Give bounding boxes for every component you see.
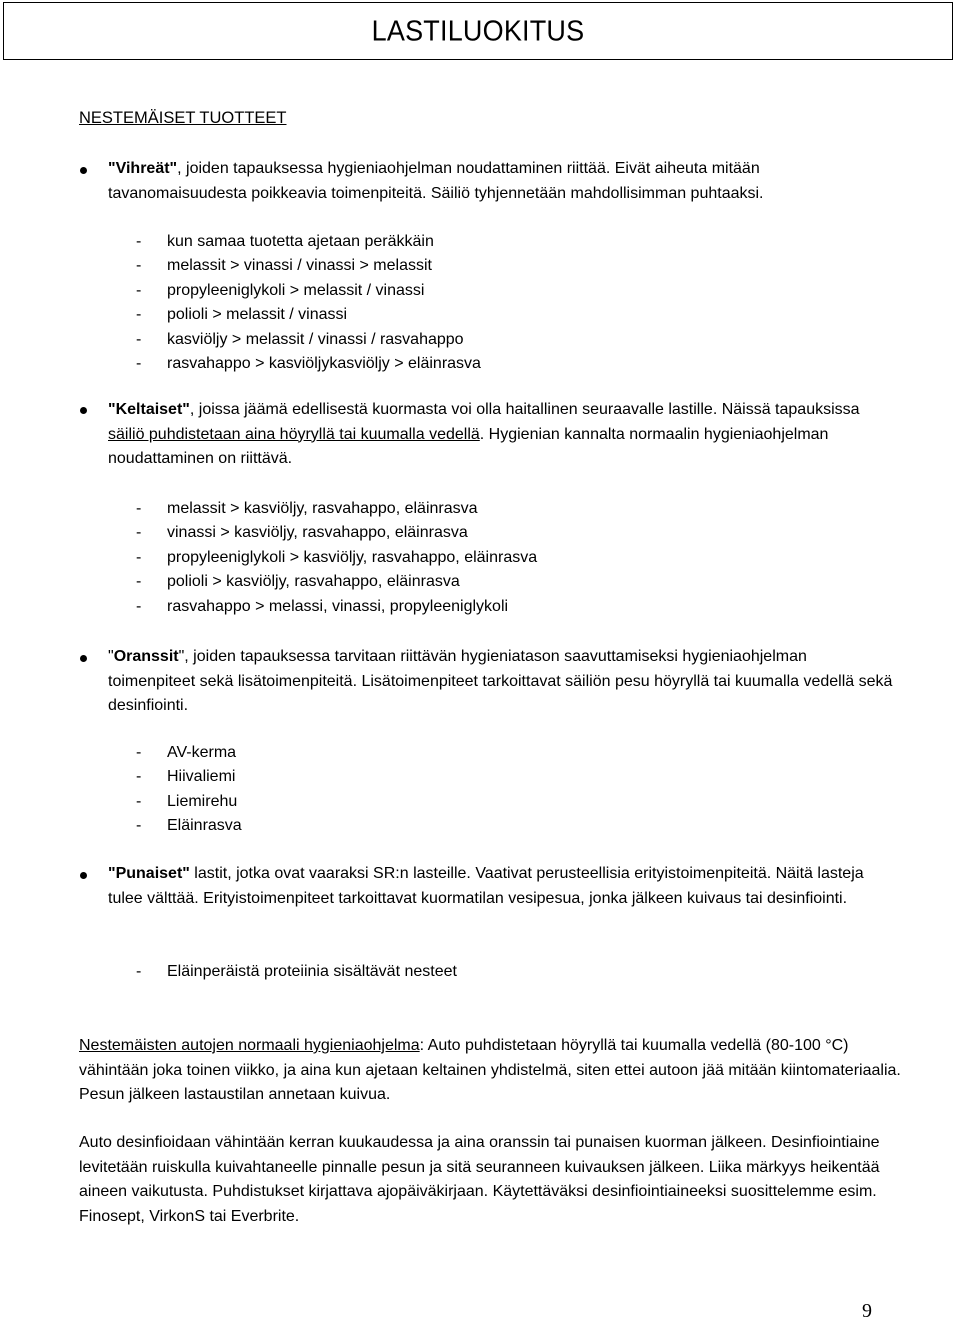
list-item: - melassit > kasviöljy, rasvahappo, eläinrasva <box>136 497 537 521</box>
hygiene-program-heading: Nestemäisten autojen normaali hygieniaohjelma <box>79 1037 420 1054</box>
yellow-label: "Keltaiset" <box>108 401 190 418</box>
list-item: - polioli > melassit / vinassi <box>136 303 481 327</box>
bullet-icon <box>80 872 87 879</box>
red-list <box>136 960 457 984</box>
bullet-icon <box>80 167 87 174</box>
list-item: - Liemirehu <box>136 790 242 814</box>
list-item: - propyleeniglykoli > kasviöljy, rasvahappo, eläinrasva <box>136 546 537 570</box>
yellow-underlined: säiliö puhdistetaan aina höyryllä tai kuumalla vedellä <box>108 425 480 443</box>
disinfection-text: Auto desinfioidaan vähintään kerran kuukaudessa ja aina oranssin tai punaisen kuorman jälkeen. Desinfiointiaine levitetään ruiskulla kuivahtaneelle pinnalle pesun ja sitä seuranneen kuivauksen jälkeen. Liika märkyys heikentää aineen vaikutusta. Puhdistukset kirjattava ajopäiväkirjaan. Käytettäväksi desinfiointiaineeksi suosittelemme esim. Finosept, VirkonS tai Everbrite. <box>79 1134 880 1225</box>
page-title: LASTILUOKITUS <box>371 14 585 47</box>
hygiene-program-text: : Auto puhdistetaan höyryllä tai kuumalla vedellä (80-100 °C) vähintään joka toinen viikko, ja aina kun ajetaan keltainen yhdistelmä, siten ettei autoon jää mitään kiintomateriaalia. Pesun jälkeen lastaustilan annetaan kuivua. <box>79 1037 901 1103</box>
list-item: - vinassi > kasviöljy, rasvahappo, eläinrasva <box>136 521 537 545</box>
green-paragraph <box>108 157 898 206</box>
yellow-text-2: . Hygienian kannalta normaalin hygieniaohjelman noudattaminen on riittävä. <box>108 425 829 467</box>
list-item: - AV-kerma <box>136 741 242 765</box>
red-label: "Punaiset" <box>108 865 190 882</box>
list-item: - propyleeniglykoli > melassit / vinassi <box>136 279 481 303</box>
section-heading: NESTEMÄISET TUOTTEET <box>79 109 287 127</box>
yellow-text-1: , joissa jäämä edellisestä kuormasta voi olla haitallinen seuraavalle lastille. Näissä tapauksissa <box>189 401 860 418</box>
orange-list <box>136 741 242 839</box>
red-text: lastit, jotka ovat vaaraksi SR:n lasteille. Vaativat perusteellisia erityistoimenpiteitä. Näitä lasteja tulee välttää. Erityistoimenpiteet tarkoittavat kuormatilan vesipesua, jonka jälkeen kuivaus tai desinfiointi. <box>108 865 864 907</box>
bullet-icon <box>80 407 87 414</box>
list-item: - Eläinperäistä proteiinia sisältävät nesteet <box>136 960 457 984</box>
list-item: - Hiivaliemi <box>136 765 242 789</box>
orange-text: ", joiden tapauksessa tarvitaan riittävän hygieniatason saavuttamiseksi hygieniaohjelman toimenpiteet sekä lisätoimenpiteitä. Lisätoimenpiteet tarkoittavat säiliön pesu höyryllä tai kuumalla vedellä sekä desinfiointi. <box>108 648 893 714</box>
list-item: - rasvahappo > melassi, vinassi, propyleeniglykoli <box>136 595 537 619</box>
orange-quote: " <box>108 648 114 665</box>
title-box <box>3 2 953 60</box>
page-number: 9 <box>862 1300 872 1322</box>
yellow-paragraph <box>108 398 898 472</box>
yellow-list <box>136 497 537 619</box>
list-item: - kasviöljy > melassit / vinassi / rasvahappo <box>136 328 481 352</box>
green-text: , joiden tapauksessa hygieniaohjelman noudattaminen riittää. Eivät aiheuta mitään tavanomaisuudesta poikkeavia toimenpiteitä. Säiliö tyhjennetään mahdollisimman puhtaaksi. <box>108 160 764 202</box>
list-item: - melassit > vinassi / vinassi > melassit <box>136 254 481 278</box>
list-item: - rasvahappo > kasviöljykasviöljy > eläinrasva <box>136 352 481 376</box>
list-item: - polioli > kasviöljy, rasvahappo, eläinrasva <box>136 570 537 594</box>
list-item: - kun samaa tuotetta ajetaan peräkkäin <box>136 230 481 254</box>
green-label: "Vihreät" <box>108 160 178 177</box>
bullet-icon <box>80 655 87 662</box>
orange-label: Oranssit <box>113 648 179 665</box>
red-paragraph <box>108 862 898 911</box>
list-item: - Eläinrasva <box>136 814 242 838</box>
hygiene-program-paragraph <box>79 1034 919 1108</box>
disinfection-paragraph <box>79 1131 919 1229</box>
orange-paragraph <box>108 645 898 719</box>
green-list <box>136 230 481 376</box>
